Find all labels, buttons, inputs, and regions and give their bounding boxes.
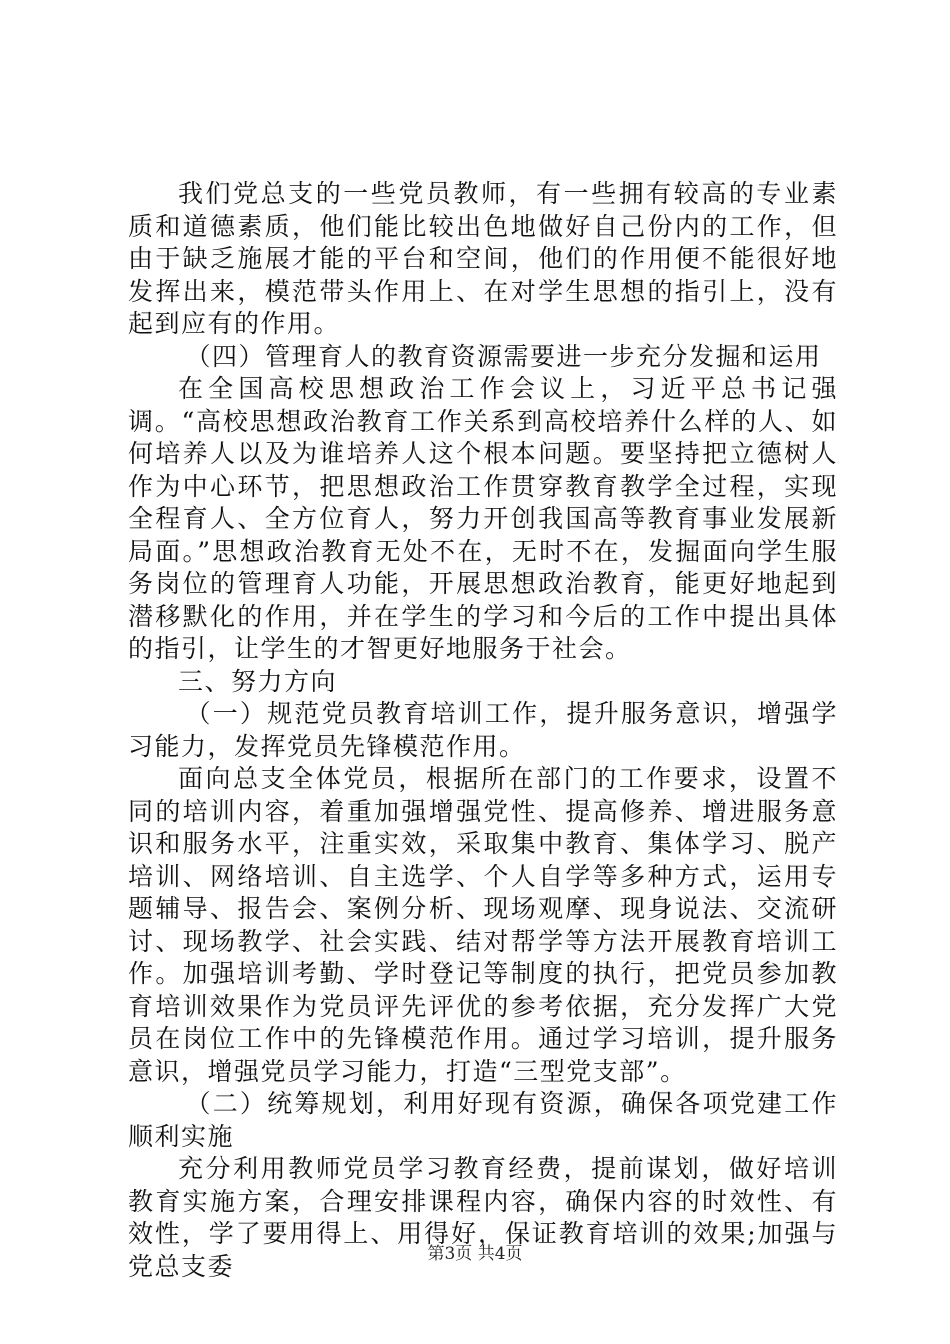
section-heading-4: （四）管理育人的教育资源需要进一步充分发掘和运用 [185,341,822,371]
section-heading-2: （二）统筹规划，利用好现有资源，确保各项党建工作顺利实施 [128,1089,838,1151]
paragraph-ideological-education: 在全国高校思想政治工作会议上，习近平总书记强调。“高校思想政治教育工作关系到高校培养什么样的人、如何培养人以及为谁培养人这个根本问题。要坚持把立德树人作为中心环节，把思想政治工作贯穿教育教学全过程，实现全程育人、全方位育人，努力开创我国高等教育事业发展新局面。”思想政治教育无处不在，无时不在，发掘面向学生服务岗位的管理育人功能，开展思想政治教育，能更好地起到潜移默化的作用，并在学生的学习和今后的工作中提出具体的指引，让学生的才智更好地服务于社会。 [128,374,838,663]
paragraph-party-teachers: 我们党总支的一些党员教师，有一些拥有较高的专业素质和道德素质，他们能比较出色地做好自己份内的工作，但由于缺乏施展才能的平台和空间，他们的作用便不能很好地发挥出来，模范带头作用上、在对学生思想的指引上，没有起到应有的作用。 [128,179,838,338]
paragraph-training: 面向总支全体党员，根据所在部门的工作要求，设置不同的培训内容，着重加强增强党性、提高修养、增进服务意识和服务水平，注重实效，采取集中教育、集体学习、脱产培训、网络培训、自主选学、个人自学等多种方式，运用专题辅导、报告会、案例分析、现场观摩、现身说法、交流研讨、现场教学、社会实践、结对帮学等方法开展教育培训工作。加强培训考勤、学时登记等制度的执行，把党员参加教育培训效果作为党员评先评优的参考依据，充分发挥广大党员在岗位工作中的先锋模范作用。通过学习培训，提升服务意识，增强党员学习能力，打造“三型党支部”。 [128,764,838,1086]
page-number-footer: 第3页 共4页 [427,1244,523,1264]
section-heading-direction: 三、努力方向 [178,666,338,696]
section-heading-1: （一）规范党员教育培训工作，提升服务意识，增强学习能力，发挥党员先锋模范作用。 [128,699,838,761]
paragraph-funding: 充分利用教师党员学习教育经费，提前谋划，做好培训教育实施方案，合理安排课程内容，确保内容的时效性、有效性，学了要用得上、用得好，保证教育培训的效果;加强与党总支委 [128,1154,838,1281]
document-body [128,178,838,1283]
